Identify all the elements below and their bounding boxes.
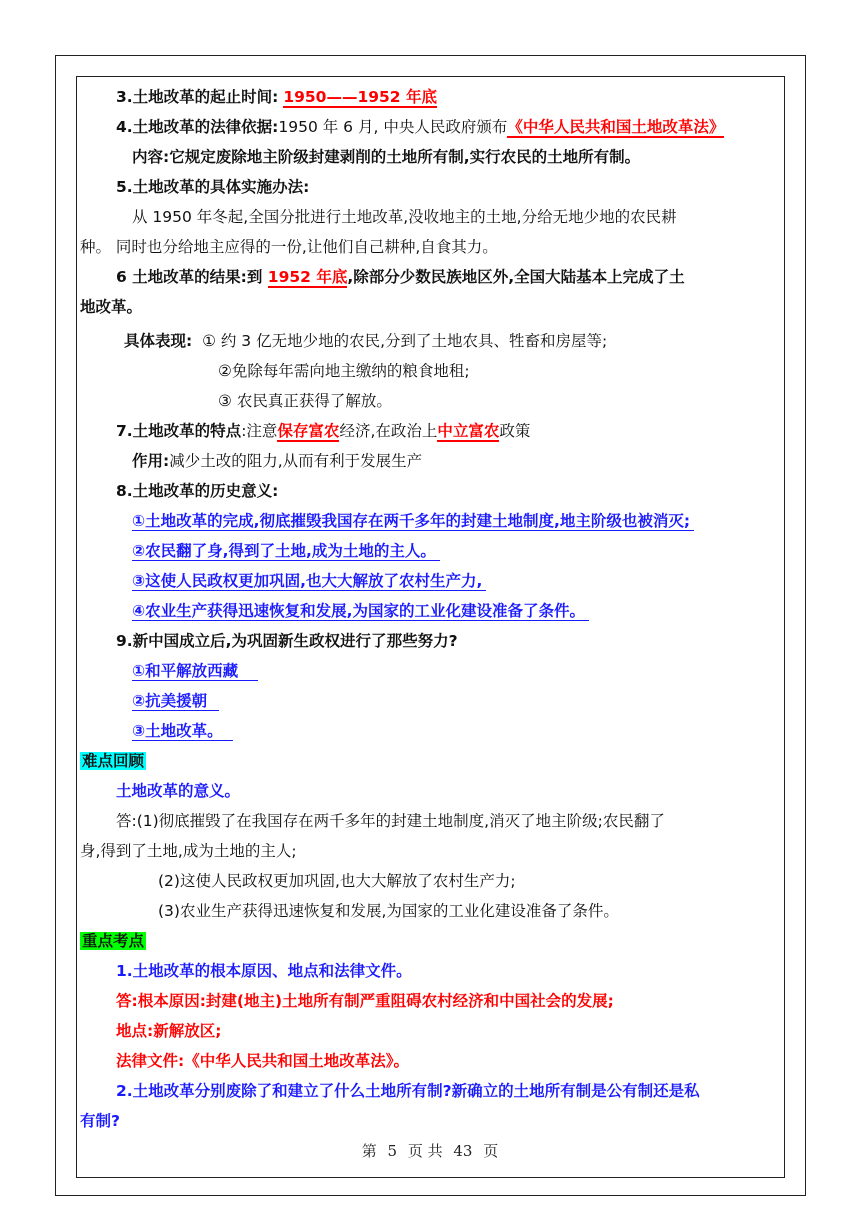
section-8-item-4-text: ④农业生产获得迅速恢复和发展,为国家的工业化建设准备了条件。	[132, 602, 589, 621]
review-heading: 难点回顾	[82, 752, 145, 770]
section-6-detail-1	[80, 326, 782, 356]
section-8-item-2-text: ②农民翻了身,得到了土地,成为土地的主人。	[132, 542, 440, 561]
section-9	[80, 626, 782, 656]
section-6-item-1: ① 约 3 亿无地少地的农民,分到了土地农具、牲畜和房屋等;	[202, 332, 608, 350]
footer-total-pages: 43	[453, 1142, 473, 1160]
review-answer-line3: (2)这使人民政权更加巩固,也大大解放了农村生产力;	[158, 872, 516, 890]
section-6-year: 1952 年底	[267, 268, 348, 286]
key-q2-row-2	[80, 1106, 782, 1136]
section-7-text-1: :注意	[241, 422, 278, 440]
section-3	[80, 82, 782, 112]
review-question-row	[80, 776, 782, 806]
review-answer-1	[80, 806, 782, 836]
section-6-detail-label: 具体表现:	[124, 332, 193, 350]
key-answer-3: 法律文件:《中华人民共和国土地改革法》。	[116, 1052, 409, 1070]
section-7-keyword-1: 保存富农	[277, 422, 340, 440]
section-9-item-3	[80, 716, 782, 746]
section-9-item-1	[80, 656, 782, 686]
review-heading-row	[80, 746, 782, 776]
section-4-law: 《中华人民共和国土地改革法》	[507, 118, 725, 136]
section-5	[80, 172, 782, 202]
section-4-content-label: 内容:	[132, 148, 170, 166]
section-6-detail-2	[80, 356, 782, 386]
section-7-effect	[80, 446, 782, 476]
footer-suffix: 页	[483, 1142, 499, 1160]
section-7	[80, 416, 782, 446]
footer-page-number: 5	[387, 1142, 398, 1160]
section-6-cont	[80, 292, 782, 322]
section-9-item-1-text: ①和平解放西藏	[132, 662, 258, 681]
section-6-label-c: 地改革。	[80, 298, 143, 316]
review-answer-line1: 答:(1)彻底摧毁了在我国存在两千多年的封建土地制度,消灭了地主阶级;农民翻了	[116, 812, 665, 830]
section-4	[80, 112, 782, 142]
key-heading: 重点考点	[82, 932, 145, 950]
review-answer-3	[80, 866, 782, 896]
key-q2-row-1	[80, 1076, 782, 1106]
section-3-value: 1950——1952 年底	[283, 88, 437, 106]
document-body	[80, 82, 782, 1136]
page-footer	[0, 1140, 860, 1161]
key-question-2-line1: 2.土地改革分别废除了和建立了什么土地所有制?新确立的土地所有制是公有制还是私	[116, 1082, 700, 1100]
section-7-effect-text: 减少土改的阻力,从而有利于发展生产	[169, 452, 423, 470]
section-5-text-2	[80, 232, 782, 262]
section-7-keyword-2: 中立富农	[437, 422, 500, 440]
section-8-item-1	[80, 506, 782, 536]
section-6	[80, 262, 782, 292]
section-6-label-a: 6 土地改革的结果:到	[116, 268, 268, 286]
key-a1-row	[80, 986, 782, 1016]
review-answer-2	[80, 836, 782, 866]
section-4-content	[80, 142, 782, 172]
section-5-label: 5.土地改革的具体实施办法:	[116, 178, 310, 196]
section-5-text-line2: 种。 同时也分给地主应得的一份,让他们自己耕种,自食其力。	[80, 238, 498, 256]
section-4-content-text: 它规定废除地主阶级封建剥削的土地所有制,实行农民的土地所有制。	[169, 148, 641, 166]
section-6-detail-3	[80, 386, 782, 416]
key-a3-row	[80, 1046, 782, 1076]
section-8	[80, 476, 782, 506]
key-q1-row	[80, 956, 782, 986]
section-8-label: 8.土地改革的历史意义:	[116, 482, 279, 500]
section-6-item-2: ②免除每年需向地主缴纳的粮食地租;	[218, 362, 470, 380]
section-7-text-3: 政策	[499, 422, 531, 440]
section-9-item-2-text: ②抗美援朝	[132, 692, 219, 711]
section-7-label: 7.土地改革的特点	[116, 422, 242, 440]
section-8-item-2	[80, 536, 782, 566]
key-question-1: 1.土地改革的根本原因、地点和法律文件。	[116, 962, 412, 980]
section-5-text-1	[80, 202, 782, 232]
section-5-text-line1: 从 1950 年冬起,全国分批进行土地改革,没收地主的土地,分给无地少地的农民耕	[132, 208, 677, 226]
key-heading-row	[80, 926, 782, 956]
section-8-item-3	[80, 566, 782, 596]
review-answer-line4: (3)农业生产获得迅速恢复和发展,为国家的工业化建设准备了条件。	[158, 902, 619, 920]
key-answer-1: 答:根本原因:封建(地主)土地所有制严重阻碍农村经济和中国社会的发展;	[116, 992, 614, 1010]
section-8-item-3-text: ③这使人民政权更加巩固,也大大解放了农村生产力,	[132, 572, 486, 591]
section-6-label-b: ,除部分少数民族地区外,全国大陆基本上完成了土	[347, 268, 685, 286]
section-4-text: 1950 年 6 月, 中央人民政府颁布	[278, 118, 508, 136]
review-question: 土地改革的意义。	[116, 782, 241, 800]
section-7-text-2: 经济,在政治上	[339, 422, 438, 440]
footer-mid: 页 共	[407, 1142, 443, 1160]
section-7-effect-label: 作用:	[132, 452, 170, 470]
key-answer-2: 地点:新解放区;	[116, 1022, 222, 1040]
footer-prefix: 第	[361, 1142, 377, 1160]
section-4-label: 4.土地改革的法律依据:	[116, 118, 279, 136]
key-question-2-line2: 有制?	[80, 1112, 120, 1130]
section-6-item-3: ③ 农民真正获得了解放。	[218, 392, 392, 410]
section-9-item-2	[80, 686, 782, 716]
key-a2-row	[80, 1016, 782, 1046]
section-9-item-3-text: ③土地改革。	[132, 722, 233, 741]
section-8-item-4	[80, 596, 782, 626]
review-answer-4	[80, 896, 782, 926]
section-8-item-1-text: ①土地改革的完成,彻底摧毁我国存在两千多年的封建土地制度,地主阶级也被消灭;	[132, 512, 694, 531]
section-3-label: 3.土地改革的起止时间:	[116, 88, 279, 106]
section-9-label: 9.新中国成立后,为巩固新生政权进行了那些努力?	[116, 632, 458, 650]
review-answer-line2: 身,得到了土地,成为土地的主人;	[80, 842, 297, 860]
